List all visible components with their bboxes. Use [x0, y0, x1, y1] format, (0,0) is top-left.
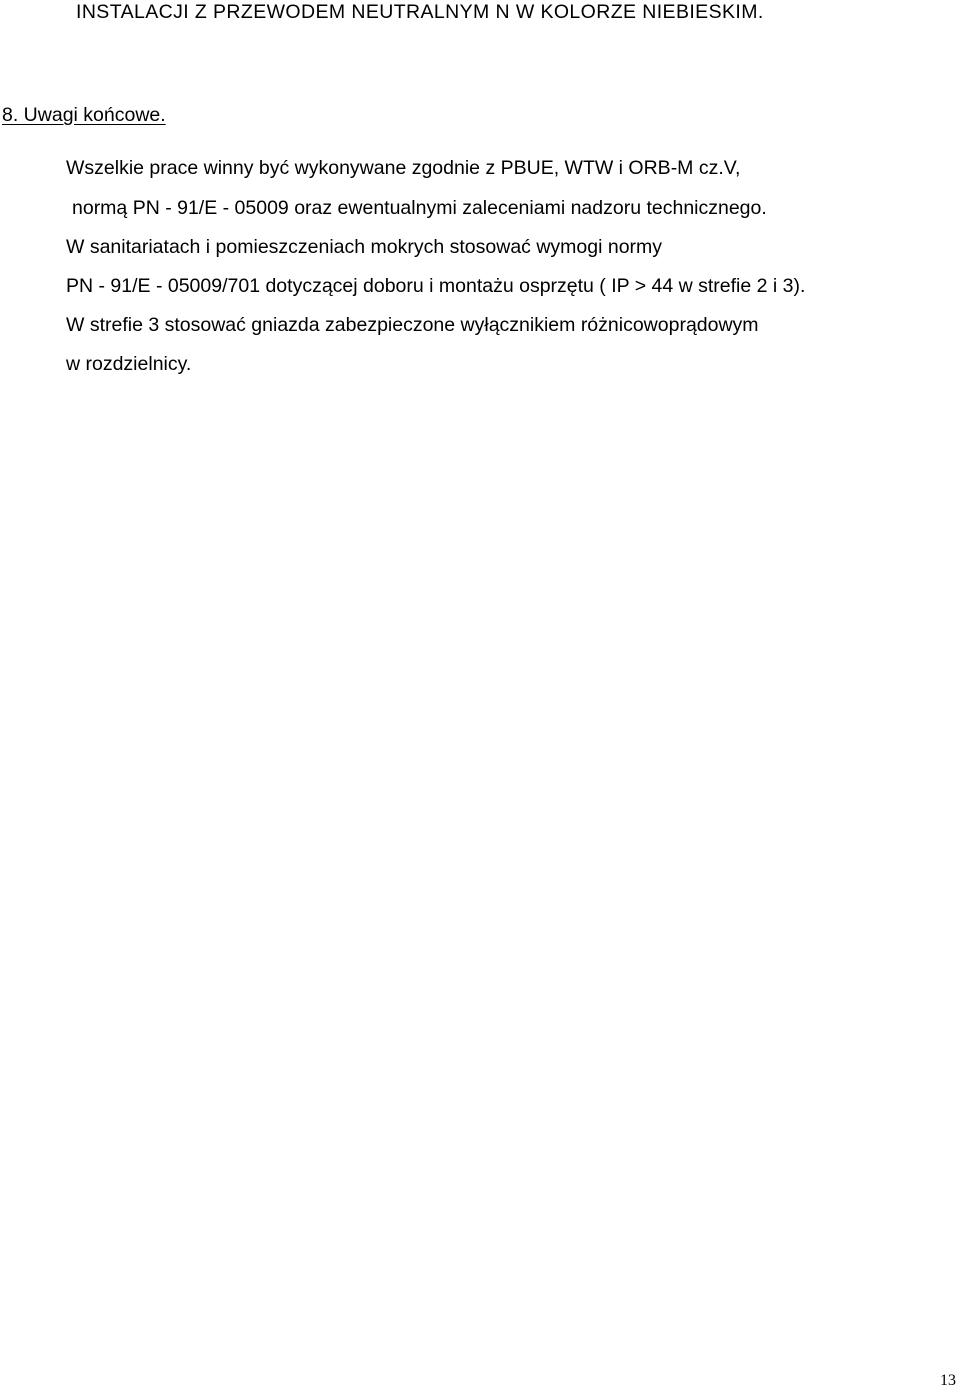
paragraph-line-6: w rozdzielnicy.	[66, 353, 192, 375]
section-heading: 8. Uwagi końcowe.	[2, 104, 166, 126]
header-text: INSTALACJI Z PRZEWODEM NEUTRALNYM N W KOLORZE NIEBIESKIM.	[76, 1, 764, 23]
paragraph-line-2: normą PN - 91/E - 05009 oraz ewentualnymi zaleceniami nadzoru technicznego.	[72, 197, 767, 219]
page-number: 13	[940, 1372, 956, 1389]
paragraph-line-4: PN - 91/E - 05009/701 dotyczącej doboru i montażu osprzętu ( IP > 44 w strefie 2 i 3).	[66, 275, 806, 297]
paragraph-line-5: W strefie 3 stosować gniazda zabezpieczone wyłącznikiem różnicowoprądowym	[66, 314, 759, 336]
paragraph-line-1: Wszelkie prace winny być wykonywane zgodnie z PBUE, WTW i ORB-M cz.V,	[66, 157, 741, 179]
paragraph-line-3: W sanitariatach i pomieszczeniach mokrych stosować wymogi normy	[66, 236, 663, 258]
